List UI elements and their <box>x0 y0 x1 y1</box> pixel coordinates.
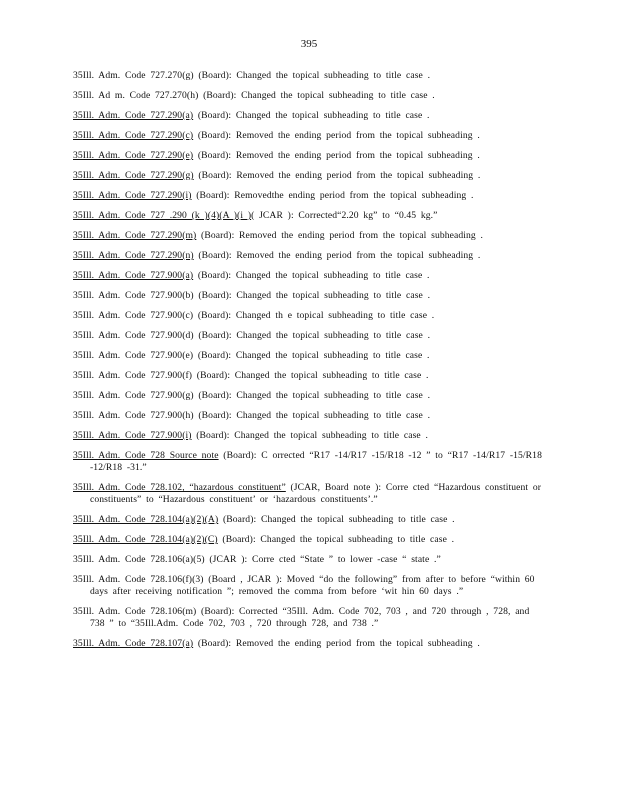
code-citation: 35Ill. Adm. Code 727.290(g) <box>73 170 194 181</box>
amendment-note: (Board): Corrected “35Ill. Adm. Code 702, 703 , and 720 through , 728, and 738 ” to “35Ill.Adm. Code 702, 703 , 720 through 728, and 738 .” <box>90 606 530 629</box>
amendment-entry <box>73 170 543 182</box>
amendment-entry <box>73 310 543 322</box>
amendment-note: (Board): Changed the topical subheading to title case . <box>191 430 428 441</box>
amendment-entry <box>73 574 543 598</box>
amendment-note: (JCAR, Board note ): Corre cted “Hazardous constituent or constituents” to “Hazardous constituent’ or ‘hazardous constituents’.” <box>90 482 542 505</box>
amendment-note: (Board): Changed the topical subheading to title case . <box>193 110 430 121</box>
page-number: 395 <box>300 38 318 50</box>
amendment-note: ( JCAR ): Corrected“2.20 kg” to “0.45 kg.” <box>251 210 438 221</box>
code-citation: 35Ill. Adm. Code 727.290(m) <box>73 230 197 241</box>
code-citation: 35Ill. Ad m. Code 727.270(h) <box>73 90 199 101</box>
amendment-entry <box>73 638 543 650</box>
amendment-note: (Board , JCAR ): Moved “do the following” from after to before “within 60 days after receiving notification ”; removed the comma from before ‘wit hin 60 days .” <box>90 574 535 597</box>
code-citation: 35Ill. Adm. Code 727.290(i) <box>73 190 192 201</box>
amendment-entry <box>73 370 543 382</box>
amendment-note: (Board): Removed the ending period from the topical subheading . <box>193 250 481 261</box>
code-citation: 35Ill. Adm. Code 727 .290 (k )(4)(A )(i ) <box>73 210 252 221</box>
code-citation: 35Ill. Adm. Code 728.107(a) <box>73 638 194 649</box>
code-citation: 35Ill. Adm. Code 728.106(a)(5) <box>73 554 205 565</box>
code-citation: 35Ill. Adm. Code 728.106(m) <box>73 606 197 617</box>
amendment-entry <box>73 270 543 282</box>
amendment-note: (Board): Changed the topical subheading to title case . <box>193 390 431 401</box>
amendment-note: (Board): Changed the topical subheading to title case . <box>198 90 435 101</box>
amendment-note: (Board): Changed th e topical subheading to title case . <box>193 310 435 321</box>
code-citation: 35Ill. Adm. Code 727.900(c) <box>73 310 194 321</box>
amendment-note: (JCAR ): Corre cted “State ” to lower -case “ state .” <box>204 554 441 565</box>
code-citation: 35Ill. Adm. Code 728.106(f)(3) <box>73 574 204 585</box>
amendment-entry <box>73 482 543 506</box>
code-citation: 35Ill. Adm. Code 728.104(a)(2)(A) <box>73 514 219 525</box>
code-citation: 35Ill. Adm. Code 728.104(a)(2)(C) <box>73 534 218 545</box>
amendment-note: (Board): Removed the ending period from the topical subheading . <box>196 230 484 241</box>
code-citation: 35Ill. Adm. Code 727.270(g) <box>73 70 194 81</box>
amendment-note: (Board): Removed the ending period from the topical subheading . <box>193 170 481 181</box>
amendment-entry <box>73 230 543 242</box>
code-citation: 35Ill. Adm. Code 727.900(e) <box>73 350 194 361</box>
amendment-entry <box>73 606 543 630</box>
amendment-note: (Board): Changed the topical subheading to title case . <box>218 514 455 525</box>
amendment-note: (Board): Changed the topical subheading to title case . <box>217 534 455 545</box>
code-citation: 35Ill. Adm. Code 727.290(c) <box>73 130 194 141</box>
amendment-note: (Board): C orrected “R17 -14/R17 -15/R18 -12 ” to “R17 -14/R17 -15/R18 -12/R18 -31.” <box>90 450 542 473</box>
amendment-note: (Board): Removedthe ending period from the topical subheading . <box>191 190 474 201</box>
code-citation: 35Ill. Adm. Code 727.290(n) <box>73 250 194 261</box>
amendment-entry <box>73 70 543 82</box>
amendment-entry <box>73 250 543 262</box>
code-citation: 35Ill. Adm. Code 727.900(h) <box>73 410 194 421</box>
code-citation: 35Ill. Adm. Code 727.900(a) <box>73 270 194 281</box>
amendment-entry <box>73 210 543 222</box>
amendment-entry <box>73 290 543 302</box>
amendment-entry <box>73 554 543 566</box>
amendment-entry <box>73 350 543 362</box>
amendment-note: (Board): Removed the ending period from the topical subheading . <box>193 130 480 141</box>
amendment-entry <box>73 514 543 526</box>
amendment-note: (Board): Changed the topical subheading to title case . <box>193 350 430 361</box>
code-citation: 35Ill. Adm. Code 727.900(b) <box>73 290 194 301</box>
amendment-entry <box>73 190 543 202</box>
amendment-note: (Board): Changed the topical subheading to title case . <box>193 270 430 281</box>
code-citation: 35Ill. Adm. Code 727.290(a) <box>73 110 194 121</box>
code-citation: 35Ill. Adm. Code 727.900(d) <box>73 330 194 341</box>
amendment-entry <box>73 534 543 546</box>
amendment-note: (Board): Changed the topical subheading to title case . <box>193 410 431 421</box>
code-citation: 35Ill. Adm. Code 727.900(f) <box>73 370 193 381</box>
amendment-note: (Board): Removed the ending period from the topical subheading . <box>193 150 480 161</box>
amendment-entry <box>73 410 543 422</box>
code-citation: 35Ill. Adm. Code 727.900(g) <box>73 390 194 401</box>
amendment-entry <box>73 330 543 342</box>
amendment-entry <box>73 130 543 142</box>
amendment-note: (Board): Changed the topical subheading to title case . <box>193 70 431 81</box>
amendment-entry <box>73 150 543 162</box>
code-citation: 35Ill. Adm. Code 727.900(i) <box>73 430 192 441</box>
amendment-note: (Board): Changed the topical subheading to title case . <box>192 370 429 381</box>
amendment-note: (Board): Removed the ending period from the topical subheading . <box>193 638 480 649</box>
amendment-entry <box>73 450 543 474</box>
entry-list <box>73 70 543 658</box>
amendment-entry <box>73 390 543 402</box>
amendment-entry <box>73 110 543 122</box>
amendment-note: (Board): Changed the topical subheading to title case . <box>193 330 431 341</box>
code-citation: 35Ill. Adm. Code 728.102, “hazardous constituent” <box>73 482 286 493</box>
amendment-entry <box>73 90 543 102</box>
amendment-note: (Board): Changed the topical subheading to title case . <box>193 290 431 301</box>
code-citation: 35Ill. Adm. Code 727.290(e) <box>73 150 194 161</box>
code-citation: 35Ill. Adm. Code 728 Source note <box>73 450 219 461</box>
amendment-entry <box>73 430 543 442</box>
